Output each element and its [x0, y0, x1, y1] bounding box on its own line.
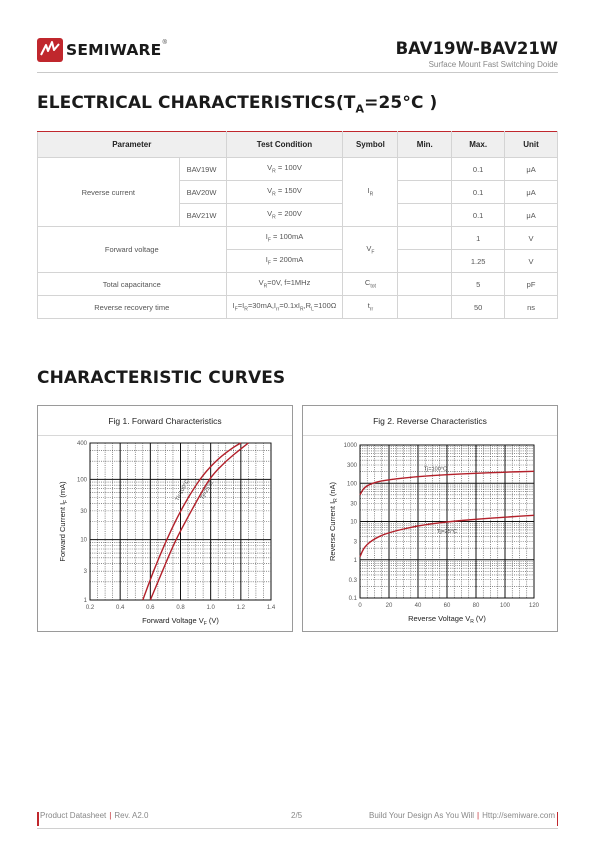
x-axis-label-sub: R — [470, 619, 474, 625]
device-cell: BAV19W — [179, 158, 226, 181]
fig2-chart — [303, 406, 559, 633]
max-cell: 0.1 — [452, 181, 505, 204]
series-label: Tj=100°C — [423, 466, 447, 473]
plot-area — [90, 443, 271, 600]
table-row — [38, 273, 558, 296]
y-axis-label — [58, 481, 69, 562]
x-tick-label: 0.2 — [85, 605, 95, 611]
footer-accent-bar — [37, 812, 39, 826]
unit-cell: V — [505, 227, 558, 250]
y-tick-label: 30 — [80, 508, 87, 515]
registered-mark: ® — [162, 40, 167, 46]
table-row — [38, 296, 558, 319]
unit-cell: μA — [505, 204, 558, 227]
param-total-capacitance: Total capacitance — [38, 273, 227, 296]
y-tick-label: 1 — [353, 557, 357, 564]
min-cell — [398, 181, 452, 204]
unit-cell: μA — [505, 181, 558, 204]
max-cell: 50 — [452, 296, 505, 319]
x-axis-label — [408, 614, 486, 625]
table-row — [38, 227, 558, 250]
x-axis-label-unit: (V) — [206, 616, 219, 625]
y-tick-label: 300 — [346, 463, 357, 470]
footer-left: Product Datasheet | Rev. A2.0 — [40, 811, 149, 820]
x-tick-label: 1.2 — [236, 605, 246, 611]
header-max: Max. — [452, 132, 505, 158]
condition-cell: $I_F = 100mA$ — [226, 227, 343, 250]
x-tick-label: 100 — [499, 603, 511, 609]
min-cell — [398, 273, 452, 296]
table-row — [38, 158, 558, 181]
param-reverse-recovery-time: Reverse recovery time — [38, 296, 227, 319]
param-forward-voltage: Forward voltage — [38, 227, 227, 273]
x-tick-label: 60 — [443, 603, 451, 609]
condition-cell: $V_R = 200V$ — [226, 204, 343, 227]
unit-cell: μA — [505, 158, 558, 181]
symbol-trr: $t_{rr}$ — [343, 296, 398, 319]
y-axis-label-text: Forward Current I — [58, 502, 67, 562]
characteristic-curves-title: CHARACTERISTIC CURVES — [37, 368, 286, 388]
condition-cell: $I_F = 200mA$ — [226, 250, 343, 273]
x-tick-label: 1.0 — [206, 605, 215, 611]
electrical-characteristics-table — [37, 131, 558, 319]
x-tick-label: 20 — [385, 603, 393, 609]
y-tick-label: 0.3 — [348, 577, 357, 584]
x-tick-label: 80 — [472, 603, 480, 609]
x-axis-label — [142, 616, 219, 627]
y-tick-label: 100 — [346, 481, 357, 488]
x-axis-label-sub: F — [203, 621, 207, 627]
y-axis-label — [328, 481, 339, 561]
y-tick-label: 1000 — [343, 443, 357, 449]
footer-accent-bar — [557, 812, 559, 826]
y-tick-label: 400 — [76, 441, 87, 447]
symbol-ir: $I_R$ — [343, 158, 398, 227]
max-cell: 1 — [452, 227, 505, 250]
series-label: Tj=25°C — [199, 480, 215, 501]
y-axis-label-text: Reverse Current I — [328, 501, 337, 562]
series-label: Tj=100°C — [174, 478, 191, 503]
brand-logo — [37, 38, 167, 62]
figure-forward-characteristics — [37, 405, 293, 632]
device-cell: BAV21W — [179, 204, 226, 227]
header-min: Min. — [398, 132, 452, 158]
condition-cell: $V_R=0V$, f=1MHz — [226, 273, 343, 296]
condition-cell: $V_R = 100V$ — [226, 158, 343, 181]
unit-cell: ns — [505, 296, 558, 319]
fig1-chart — [38, 406, 294, 633]
x-tick-label: 40 — [414, 603, 422, 609]
min-cell — [398, 204, 452, 227]
x-axis-label-text: Forward Voltage V — [142, 616, 204, 625]
footer-divider — [37, 828, 558, 829]
y-tick-label: 100 — [76, 477, 87, 484]
x-axis-label-unit: (V) — [473, 614, 486, 623]
min-cell — [398, 250, 452, 273]
page-number: 2/5 — [291, 811, 303, 820]
unit-cell: pF — [505, 273, 558, 296]
symbol-vf: $V_F$ — [343, 227, 398, 273]
header-test-condition: Test Condition — [226, 132, 343, 158]
header-symbol: Symbol — [343, 132, 398, 158]
min-cell — [398, 158, 452, 181]
x-axis-label-text: Reverse Voltage V — [408, 614, 471, 623]
y-tick-label: 1 — [83, 598, 87, 604]
header-unit: Unit — [505, 132, 558, 158]
fig1-title: Fig 1. Forward Characteristics — [108, 416, 222, 426]
symbol-ctot: $C_{tot}$ — [343, 273, 398, 296]
electrical-characteristics-title: ELECTRICAL $CHARACTERISTICS(T_A=25^\circ C$ ) — [37, 93, 438, 116]
semiware-logo-icon — [37, 38, 63, 62]
part-description: Surface Mount Fast Switching Doide — [428, 60, 558, 69]
y-tick-label: 30 — [350, 501, 357, 508]
max-cell: 1.25 — [452, 250, 505, 273]
condition-cell: $I_F=I_R=30mA,I_{rr}=0.1xI_R,R_L=100\Omega$ — [226, 296, 343, 319]
min-cell — [398, 227, 452, 250]
y-tick-label: 3 — [83, 569, 87, 576]
header-divider — [37, 72, 558, 73]
y-tick-label: 3 — [353, 539, 357, 546]
x-tick-label: 0.8 — [176, 605, 185, 611]
part-number: BAV19W-BAV21W — [395, 39, 558, 58]
series-label: Tj=25°C — [436, 528, 458, 535]
y-tick-label: 10 — [80, 537, 87, 544]
y-axis-label-sub: F — [63, 499, 69, 503]
figure-reverse-characteristics — [302, 405, 558, 632]
param-reverse-current: Reverse current — [38, 158, 180, 227]
device-cell: BAV20W — [179, 181, 226, 204]
brand-name: SEMIWARE — [66, 41, 162, 59]
table-header-row — [38, 132, 558, 158]
fig2-title: Fig 2. Reverse Characteristics — [373, 416, 487, 426]
footer-right: Build Your Design As You Will | Http://semiware.com — [369, 811, 555, 820]
header-parameter: Parameter — [38, 132, 227, 158]
y-axis-label-unit: (nA) — [328, 481, 337, 499]
min-cell — [398, 296, 452, 319]
unit-cell: V — [505, 250, 558, 273]
y-tick-label: 10 — [350, 519, 357, 526]
x-tick-label: 120 — [528, 603, 540, 609]
x-tick-label: 1.4 — [266, 605, 276, 611]
max-cell: 5 — [452, 273, 505, 296]
y-axis-label-unit: (mA) — [58, 481, 67, 500]
y-axis-label-sub: R — [333, 498, 339, 502]
x-tick-label: 0 — [358, 603, 362, 609]
y-tick-label: 0.1 — [348, 596, 357, 602]
x-tick-label: 0.4 — [115, 605, 125, 611]
x-tick-label: 0.6 — [146, 605, 155, 611]
max-cell: 0.1 — [452, 158, 505, 181]
max-cell: 0.1 — [452, 204, 505, 227]
condition-cell: $V_R = 150V$ — [226, 181, 343, 204]
